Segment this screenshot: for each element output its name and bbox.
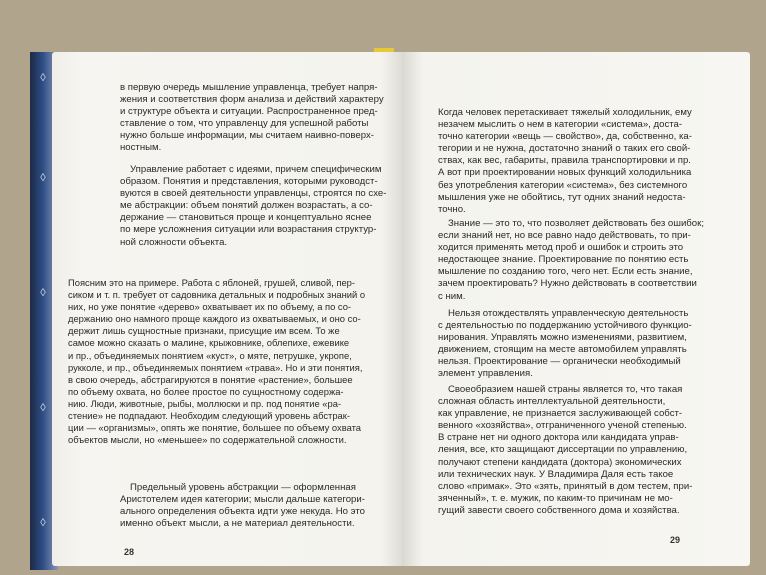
edge-decoration-icon: ◊ (40, 172, 46, 184)
right-page (402, 52, 750, 566)
left-example-paragraph: Поясним это на примере. Работа с яблоней, грушей, сливой, пер- сиком и т. п. требует от садовника детальных и подробных знаний о них, но уже понятие «дерево» охватывает их по объему, а по со- держанию оно намного проще каждого из охватываемых, и оно со- держит лишь сущностные признаки, присущие им всем. То же самое можно сказать о малине, крыжовнике, облепихе, ежевике и пр., объединяемых понятием «куст», о мяте, петрушке, укропе, рукколе, и пр., объединяемых понятием «трава». Но и эти понятия, в свою очередь, абстрагируются в понятие «растение», большее по объему охвата, но более простое по сущностному содержа- нию. Люди, животные, рыбы, моллюски и пр. под понятие «ра- стение» не подпадают. Необходим следующий уровень абстрак- ции — «организмы», опять же понятие, большее по объему охвата объектов мысли, но «меньшее» по содержательной сложности. (68, 277, 366, 446)
right-paragraph-2: Знание — это то, что позволяет действовать без ошибок; если знаний нет, но все равно надо действовать, то при- ходится применять метод проб и ошибок и строить это недостающее знание. Проектирование по понятию есть мышление по созданию того, чего нет. Если есть знание, зачем проектировать? Нужно действовать в соответствии с ним. (438, 218, 704, 302)
left-paragraph-2: Управление работает с идеями, причем специфическим образом. Понятия и представления, которыми руководст- вуются в своей деятельности управленцы, строятся по схе- ме абстракции: объем понятий должен возрастать, а со- держание — становиться проще и концептуально яснее по мере усложнения ситуации или возрастания структур- ной сложности объекта. (120, 164, 387, 248)
left-paragraph-1: в первую очередь мышление управленца, требует напря- жения и соответствия форм анализа и действий характеру и структуре объекта и ситуации. Распространенное пред- ставление о том, что управленцу для успешной работы нужно больше информации, мы считаем наивно-поверх- ностным. (120, 82, 384, 154)
page-number-right: 29 (670, 535, 681, 545)
right-paragraph-3: Нельзя отождествлять управленческую деятельность с деятельностью по поддержанию устойчивого функцио- нирования. Управлять можно изменениями, развитием, движением, стоящим на месте автомобилем управлять нельзя. Проектирование — органически необходимый элемент управления. (438, 308, 692, 380)
edge-decoration-icon: ◊ (40, 402, 46, 414)
edge-decoration-icon: ◊ (40, 517, 46, 529)
page-number-left: 28 (124, 547, 135, 557)
edge-decoration-icon: ◊ (40, 287, 46, 299)
right-paragraph-4: Своеобразием нашей страны является то, что такая сложная область интеллектуальной деятельности, как управление, не признается заслуживающей собст- венного «хозяйства», отграниченного ученой степенью. В стране нет ни одного доктора или кандидата управ- ления, все, кто защищают диссертации по управлению, получают степени кандидата (доктора) экономических или технических наук. У Владимира Даля есть такое слово «примак». Это «зять, принятый в дом тестем, при- зяченный», т. е. мужик, по каким-то причинам не мо- гущий завести своего собственного дома и хозяйства. (438, 384, 693, 516)
left-page (52, 52, 402, 566)
left-paragraph-4: Предельный уровень абстракции — оформленная Аристотелем идея категории; мысли дальше категори- ального определения объекта идти уже некуда. Но это именно объект мысли, а не материал деятельности. (120, 482, 365, 530)
right-paragraph-1: Когда человек перетаскивает тяжелый холодильник, ему незачем мыслить о нем в категории «система», доста- точно категории «вещь — свойство», да, собственно, ка- тегории и не нужна, достаточно знаний о таких его свой- ствах, как вес, габариты, правила транспортировки и пр. А вот при проектировании новых функций холодильника без употребления категории «система», без системного мышления уже не обойтись, тут одних знаний недоста- точно. (438, 107, 692, 215)
edge-decoration-icon: ◊ (40, 72, 46, 84)
